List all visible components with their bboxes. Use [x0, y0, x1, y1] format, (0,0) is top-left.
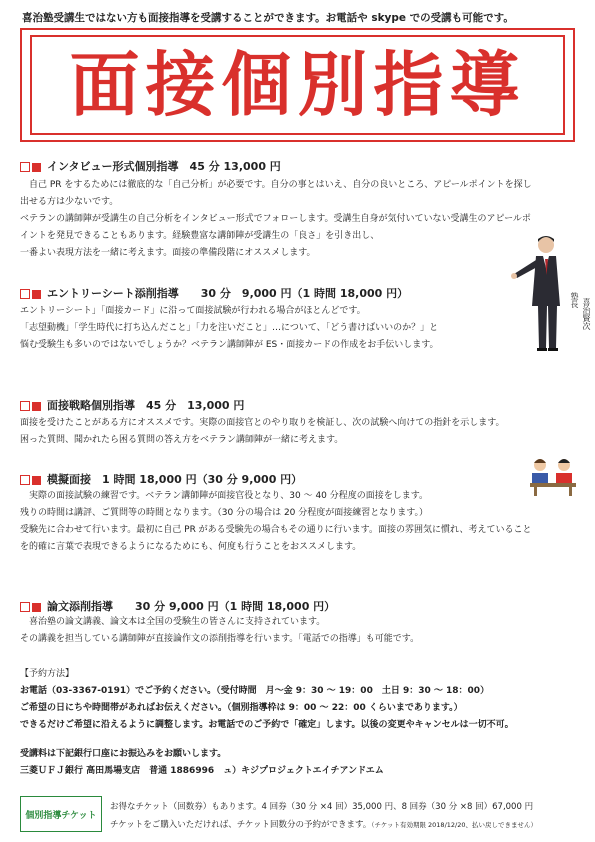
checkbox-icon — [20, 473, 41, 486]
ticket-badge: 個別指導チケット — [20, 796, 102, 832]
section-heading-mock-interview: 模擬面接 1 時間 18,000 円（30 分 9,000 円） — [20, 471, 302, 487]
payment-block: 受講料は下記銀行口座にお振込みをお願いします。 三菱ＵＦＪ銀行 高田馬場支店 普通 1886996 ュ）キジプロジェクトエイチアンドエム — [20, 749, 384, 776]
section-body-entry-sheet: エントリーシート」「面接カード」に沿って面接試験が行われる場合がほとんどです。 「志望動機」「学生時代に打ち込んだこと」「力を注いだこと」…について、「どう書けばいいのか？」と 悩む受験生も多いのではないでしょうか？ベテラン講師陣が ES・面接カードの作成をお手伝いします。 — [20, 306, 439, 350]
section-heading-strategy: 面接戦略個別指導 45 分 13,000 円 — [20, 397, 244, 413]
checkbox-icon — [20, 160, 41, 173]
section-heading-essay: 論文添削指導 30 分 9,000 円（1 時間 18,000 円） — [20, 598, 335, 614]
page-title: 面接個別指導 — [69, 44, 526, 126]
section-body-essay: 喜治塾の論文講義、論文本は全国の受験生の皆さんに支持されています。 その講義を担当している講師陣が直接論作文の添削指導を行います。「電話での指導」も可能です。 — [20, 617, 420, 644]
reservation-block: 【予約方法】 お電話（03-3367-0191）でご予約ください。（受付時間 月～金 9：30 ～ 19：00 土日 9：30 ～ 18：00） ご希望の日にちや時間帯があればお伝えください。（個別指導枠は 9：00 ～ 22：00 くらいまであります。） できるだけご希望に沿えるように調整します。お電話でのご予約で「確定」します。以後の変更やキャンセルは一切不可。 — [20, 666, 514, 734]
top-note: 喜治塾受講生ではない方も面接指導を受講することができます。お電話や skype での受講も可能です。 — [22, 12, 514, 24]
section-heading-entry-sheet: エントリーシート添削指導 30 分 9,000 円（1 時間 18,000 円） — [20, 285, 408, 301]
figure-caption-name: 喜治賢次 — [582, 298, 591, 330]
banner — [30, 35, 565, 135]
reservation-heading: 【予約方法】 — [20, 669, 75, 679]
ticket-info: お得なチケット（回数券）もあります。4 回券（30 分 ×4 回）35,000 円、8 回券（30 分 ×8 回）67,000 円 チケットをご購入いただければ、チケット回数分の予約ができます。（チケット有効期限 2018/12/20、払い戻しできません） — [110, 802, 537, 830]
figure-caption-role: 塾長 — [570, 292, 579, 308]
section-body-interview: 自己 PR をするためには徹底的な「自己分析」が必要です。自分の事とはいえ、自分の良いところ、アピールポイントを探し 出せる方は少ないです。 ベテランの講師陣が受講生の自己分析をインタビュー形式でフォローします。受講生自身が気付いていない受講生のアピールポ イントを発見できることもあります。経験豊富な講師陣が受講生の「良さ」を引き出し、 一番よい表現方法を一緒に考えます。面接の準備段階にオススメします。 — [20, 180, 532, 258]
presenter-figure — [508, 232, 568, 352]
section-heading-interview: インタビュー形式個別指導 45 分 13,000 円 — [20, 158, 281, 174]
interview-illustration — [528, 455, 578, 497]
section-body-strategy: 面接を受けたことがある方にオススメです。実際の面接官とのやり取りを検証し、次の試験へ向けての指針を示します。 困った質問、聞かれたら困る質問の答え方をベテラン講師陣が一緒に考えます。 — [20, 418, 505, 445]
checkbox-icon — [20, 399, 41, 412]
checkbox-icon — [20, 287, 41, 300]
section-body-mock-interview: 実際の面接試験の練習です。ベテラン講師陣が面接官役となり、30 ～ 40 分程度の面接をします。 残りの時間は講評、ご質問等の時間となります。（30 分の場合は 20 分程度が面接練習となります。） 受験先に合わせて行います。最初に自己 PR がある受験先の場合もその通りに行います。面接の雰囲気に慣れ、考えていること を的確に言葉で表現できるようになるためにも、何度も行うことをおススメします。 — [20, 491, 532, 552]
checkbox-icon — [20, 600, 41, 613]
